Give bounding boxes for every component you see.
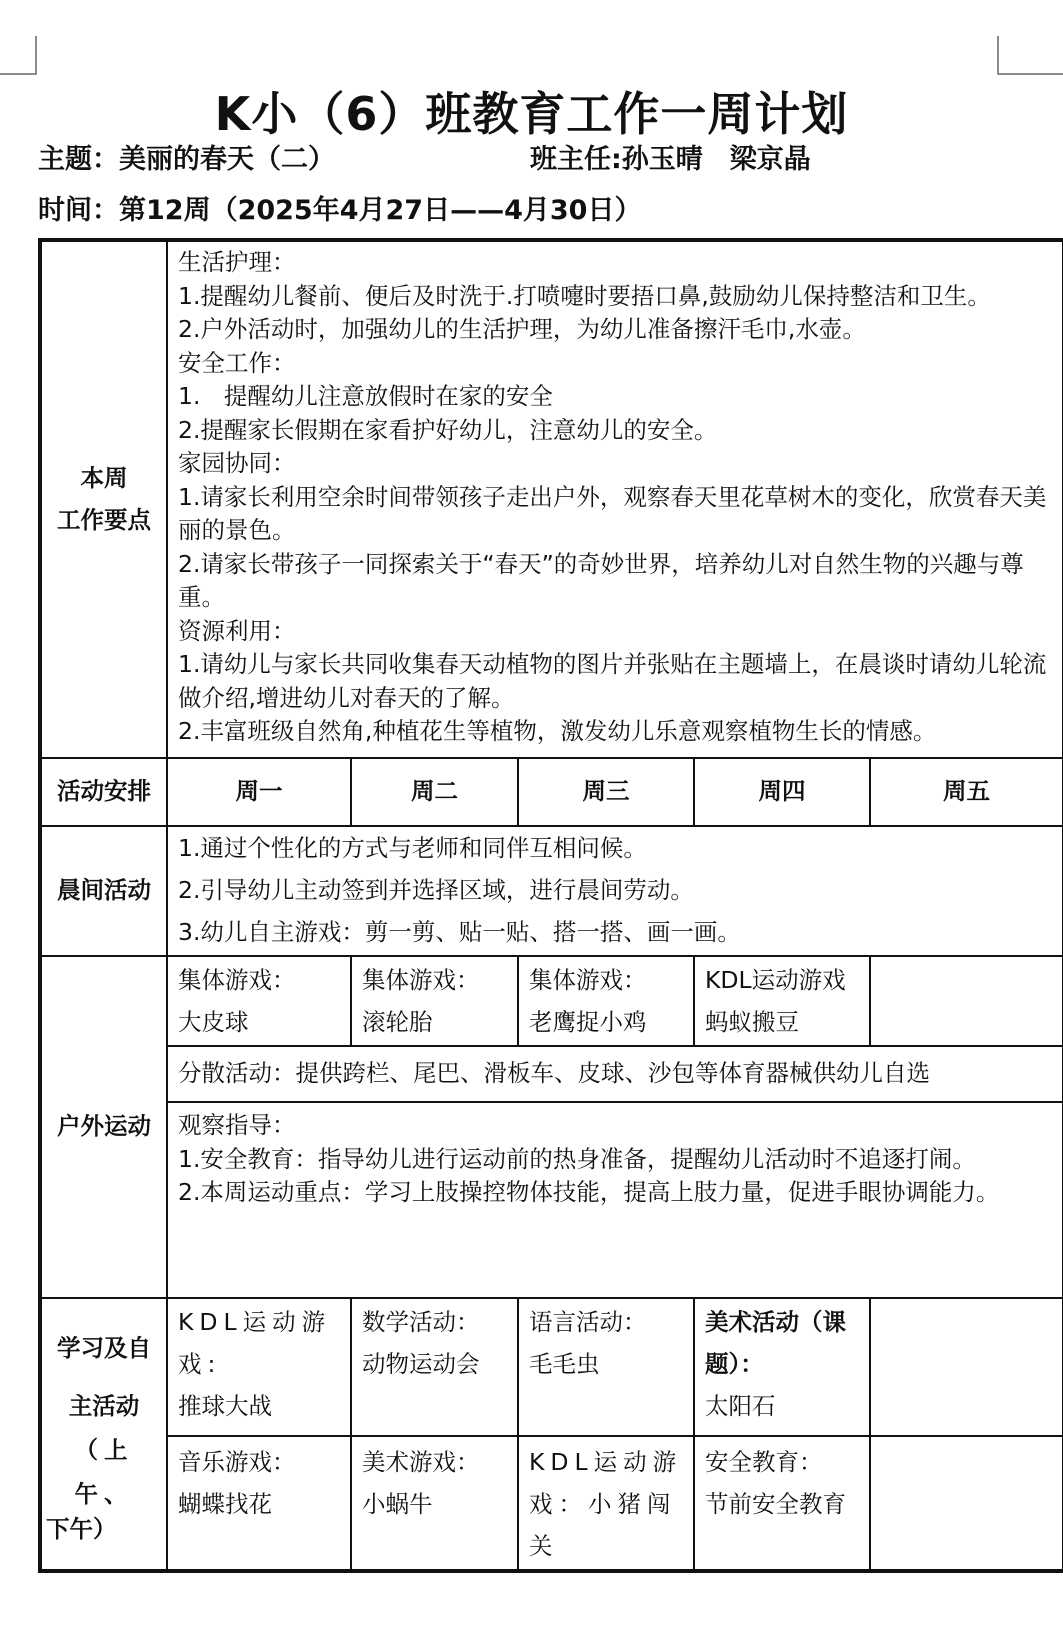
outdoor-games-row [40, 956, 1063, 1046]
outdoor-game-monday: 集体游戏： 大皮球 [167, 956, 351, 1046]
day-thursday: 周四 [694, 758, 870, 826]
schedule-header-row [40, 758, 1063, 826]
study-monday-pm: 音乐游戏： 蝴蝶找花 [167, 1436, 351, 1571]
focus-line: 2.丰富班级自然角,种植花生等植物，激发幼儿乐意观察植物生长的情感。 [178, 717, 937, 745]
morning-content [167, 826, 1063, 956]
study-wednesday-pm: KDL运动游戏：小猪闯关 [518, 1436, 694, 1571]
morning-line: 3.幼儿自主游戏：剪一剪、贴一贴、搭一搭、画一画。 [178, 918, 741, 946]
study-label: 学习及自 主活动 （上午、 下午） [40, 1298, 167, 1571]
study-monday-am: KDL运动游戏: 推球大战 [167, 1298, 351, 1436]
study-thursday-am: 美术活动（课题）： 太阳石 [694, 1298, 870, 1436]
outdoor-game-wednesday: 集体游戏： 老鹰捉小鸡 [518, 956, 694, 1046]
study-thursday-pm: 安全教育： 节前安全教育 [694, 1436, 870, 1571]
time-line: 时间：第12周（2025年4月27日——4月30日） [38, 195, 642, 226]
outdoor-label: 户外运动 [40, 956, 167, 1298]
outdoor-game-thursday: KDL运动游戏 蚂蚁搬豆 [694, 956, 870, 1046]
outdoor-guidance: 观察指导： 1.安全教育：指导幼儿进行运动前的热身准备，提醒幼儿活动时不追逐打闹。 2.本周运动重点：学习上肢操控物体技能，提高上肢力量，促进手眼协调能力。 [167, 1102, 1063, 1298]
morning-line: 1.通过个性化的方式与老师和同伴互相问候。 [178, 834, 647, 862]
study-wednesday-am: 语言活动： 毛毛虫 [518, 1298, 694, 1436]
morning-row [40, 826, 1063, 956]
focus-row [40, 240, 1063, 758]
focus-content [167, 240, 1063, 758]
focus-line: 家园协同： [178, 449, 296, 477]
schedule-label: 活动安排 [40, 758, 167, 826]
study-friday-am [870, 1298, 1063, 1436]
day-tuesday: 周二 [351, 758, 518, 826]
weekly-plan-table [38, 238, 1063, 1573]
study-tuesday-am: 数学活动： 动物运动会 [351, 1298, 518, 1436]
focus-line: 1.请家长利用空余时间带领孩子走出户外，观察春天里花草树木的变化，欣赏春天美丽的景色。 [178, 482, 1047, 544]
focus-label: 本周 工作要点 [40, 240, 167, 758]
outdoor-game-friday [870, 956, 1063, 1046]
teacher-line: 班主任:孙玉晴 梁京晶 [530, 144, 811, 175]
day-friday: 周五 [870, 758, 1063, 826]
focus-line: 资源利用： [178, 616, 296, 645]
focus-line: 1. 提醒幼儿注意放假时在家的安全 [178, 382, 553, 410]
focus-line: 1.请幼儿与家长共同收集春天动植物的图片并张贴在主题墙上，在晨谈时请幼儿轮流做介绍,增进幼儿对春天的了解。 [178, 650, 1047, 712]
page-title: K小（6）班教育工作一周计划 [214, 87, 849, 141]
study-tuesday-pm: 美术游戏： 小蜗牛 [351, 1436, 518, 1571]
study-row-1 [40, 1298, 1063, 1436]
focus-line: 生活护理： [178, 248, 296, 276]
outdoor-guidance-row [40, 1102, 1063, 1298]
study-friday-pm [870, 1436, 1063, 1571]
crop-mark-top-right [996, 0, 1063, 76]
day-wednesday: 周三 [518, 758, 694, 826]
crop-mark-top-left [0, 0, 40, 76]
theme-line: 主题：美丽的春天（二） [38, 144, 335, 175]
study-row-2 [40, 1436, 1063, 1571]
day-monday: 周一 [167, 758, 351, 826]
outdoor-scattered: 分散活动：提供跨栏、尾巴、滑板车、皮球、沙包等体育器械供幼儿自选 [167, 1046, 1063, 1102]
focus-line: 安全工作： [178, 348, 296, 377]
outdoor-game-tuesday: 集体游戏： 滚轮胎 [351, 956, 518, 1046]
focus-line: 1.提醒幼儿餐前、便后及时洗于.打喷嚏时要捂口鼻,鼓励幼儿保持整洁和卫生。 [178, 281, 991, 310]
morning-line: 2.引导幼儿主动签到并选择区域，进行晨间劳动。 [178, 876, 694, 904]
focus-line: 2.户外活动时，加强幼儿的生活护理，为幼儿准备擦汗毛巾,水壶。 [178, 315, 866, 343]
morning-label: 晨间活动 [40, 826, 167, 956]
focus-line: 2.请家长带孩子一同探索关于“春天”的奇妙世界，培养幼儿对自然生物的兴趣与尊重。 [178, 549, 1024, 611]
outdoor-scattered-row [40, 1046, 1063, 1102]
focus-line: 2.提醒家长假期在家看护好幼儿，注意幼儿的安全。 [178, 415, 718, 444]
